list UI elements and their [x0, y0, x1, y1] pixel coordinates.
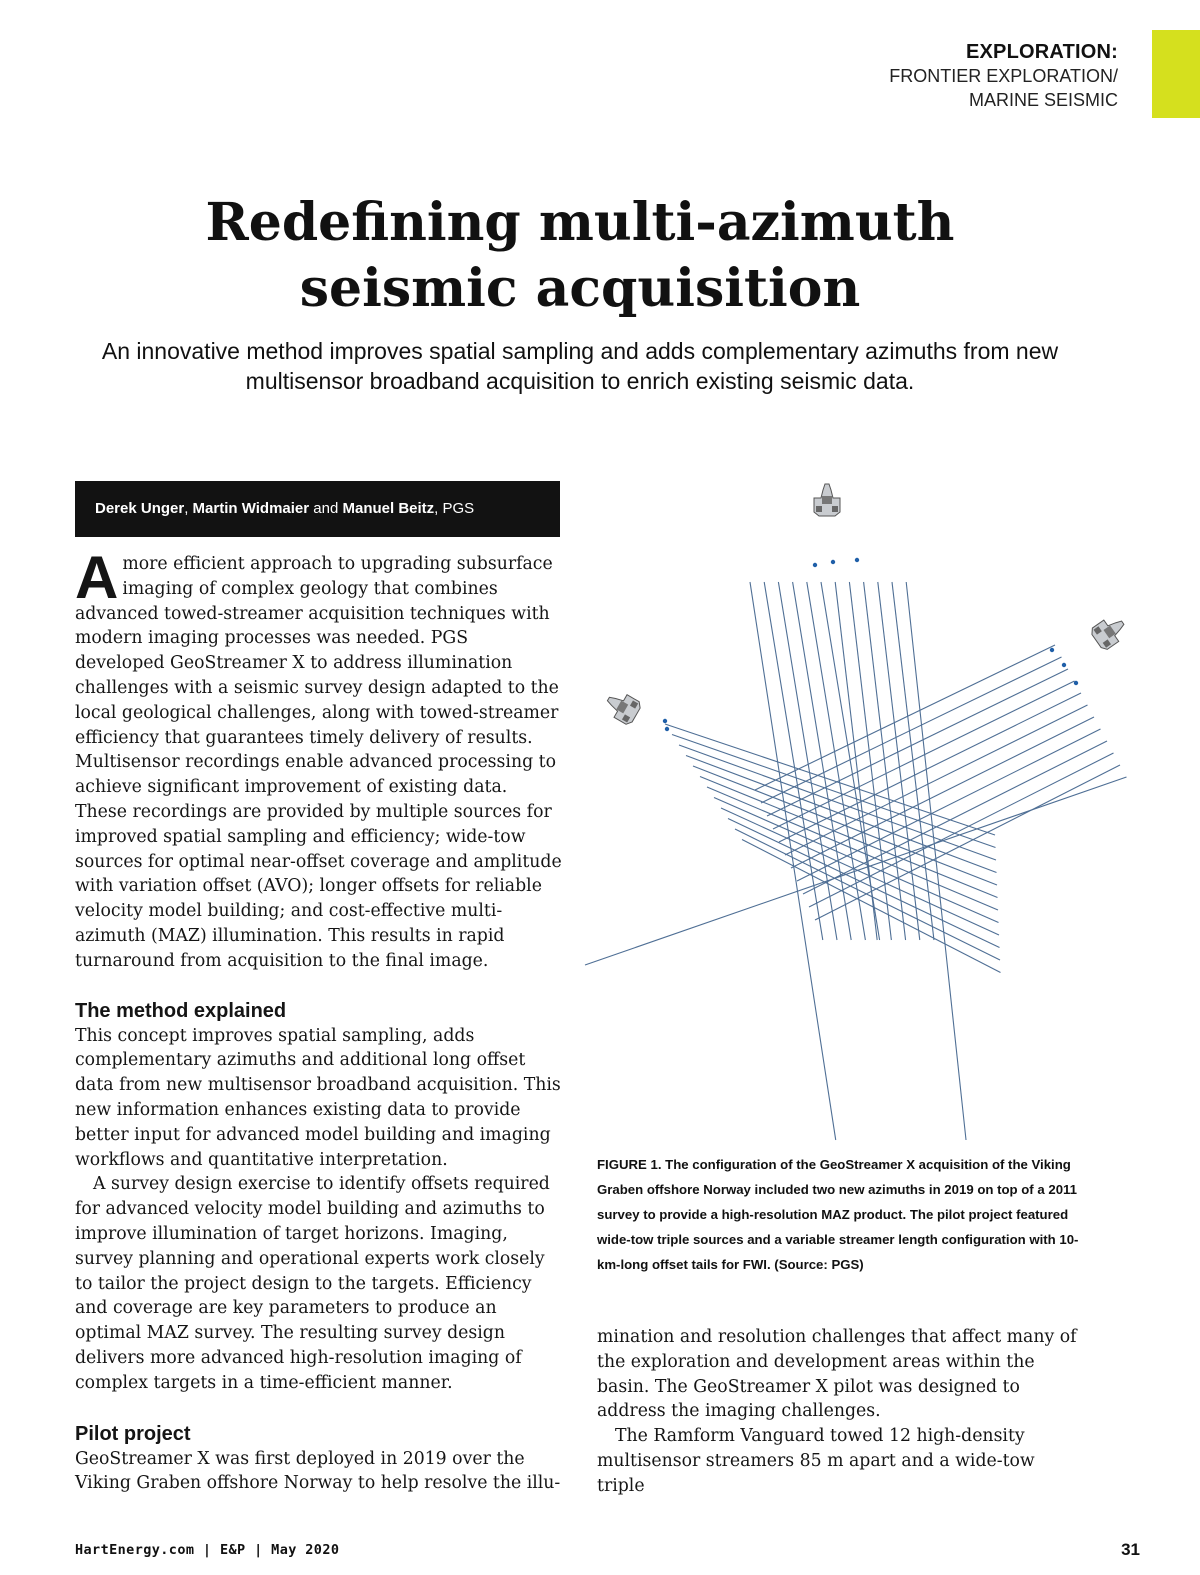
streamer-line — [755, 645, 1055, 790]
byline — [75, 481, 560, 537]
source-point — [1074, 681, 1078, 685]
streamer-lines — [585, 582, 1127, 1140]
continued-paragraph: mination and resolution challenges that affect many of the exploration and development areas within the basin. The GeoStreamer X pilot was designed to address the imaging challenges. — [597, 1327, 1077, 1422]
page-number: 31 — [1121, 1540, 1140, 1559]
method-paragraph-2: A survey design exercise to identify offsets required for advanced velocity model building and azimuths to improve illumination of target horizons. Imaging, survey planning and operational experts work closely to tailor the project design to the targets. Efficiency and coverage are key parameters to produce an optimal MAZ survey. The resulting survey design delivers more advanced high-resolution imaging of complex targets in a time-efficient manner. — [75, 1174, 550, 1393]
section-sub-line1: FRONTIER EXPLORATION/ — [889, 66, 1118, 86]
streamer-line — [721, 808, 999, 935]
source-point — [1062, 663, 1066, 667]
streamer-line — [585, 777, 1127, 965]
ship-icon — [814, 484, 840, 516]
streamer-line — [779, 693, 1081, 842]
streamer-line — [809, 753, 1114, 907]
byline-affiliation: , PGS — [434, 500, 475, 517]
source-point — [1050, 648, 1054, 652]
footer-pub: E&P — [219, 1542, 246, 1558]
figure-caption: FIGURE 1. The configuration of the GeoStreamer X acquisition of the Viking Graben offshore Norway included two new azimuths in 2019 on top of a 2011 survey to provide a high-resolution MAZ product. The pilot project featured wide-tow triple sources and a variable streamer length configuration with 10-km-long offset tails for FWI. (Source: PGS) — [597, 1157, 1079, 1272]
section-color-tab — [1152, 30, 1200, 118]
source-point — [831, 560, 835, 564]
source-point — [665, 727, 669, 731]
column-right — [597, 1325, 1087, 1499]
streamer-line — [778, 582, 837, 940]
section-label — [889, 40, 1118, 112]
title-line2: seismic acquisition — [299, 258, 861, 319]
ship-icon — [1089, 612, 1130, 652]
streamer-line — [803, 741, 1107, 894]
ship-icon — [602, 688, 643, 727]
streamer-line — [773, 681, 1075, 829]
source-point — [855, 558, 859, 562]
footer-sep-2: | — [245, 1542, 272, 1558]
article-title — [0, 190, 1160, 322]
streamer-line — [793, 582, 852, 940]
column-left — [75, 544, 563, 1496]
method-paragraph-1: This concept improves spatial sampling, adds complementary azimuths and additional long offset data from new multisensor broadband acquisition. This new information enhances existing data to provide better input for advanced model building and imaging workflows and quantitative interpretation. — [75, 1025, 561, 1170]
intro-paragraph — [75, 544, 563, 974]
author-2: Martin Widmaier — [192, 500, 310, 517]
author-3: Manuel Beitz — [342, 500, 435, 517]
acquisition-figure — [575, 480, 1135, 1145]
intro-text: more efficient approach to upgrading subsurface imaging of complex geology that combines advanced towed-streamer acquisition techniques with modern imaging processes was needed. PGS developed GeoStreamer X to address illumination challenges with a seismic survey design adapted to the local geological challenges, along with towed-streamer efficiency that guarantees timely delivery of results. Multisensor recordings enable advanced processing to achieve significant improvement of existing data. These recordings are provided by multiple sources for improved spatial sampling and efficiency; wide-tow sources for optimal near-offset coverage and amplitude with variation offset (AVO); longer offsets for reliable velocity model building; and cost-effective multi-azimuth (MAZ) illumination. This results in rapid turnaround from acquisition to the final image. — [75, 554, 562, 971]
footer — [75, 1542, 339, 1558]
section-main: EXPLORATION: — [965, 41, 1118, 63]
drop-cap: A — [75, 544, 119, 611]
footer-date: May 2020 — [271, 1542, 340, 1558]
author-1: Derek Unger — [95, 500, 185, 517]
method-heading: The method explained — [75, 999, 287, 1022]
vanguard-paragraph: The Ramform Vanguard towed 12 high-density multisensor streamers 85 m apart and a wide-tow triple — [597, 1426, 1035, 1496]
byline-sep-1: , — [184, 500, 193, 517]
pilot-heading: Pilot project — [75, 1422, 191, 1445]
streamer-line — [693, 766, 997, 885]
streamer-line — [750, 582, 836, 1140]
footer-site: HartEnergy.com — [75, 1542, 195, 1558]
section-sub-line2: MARINE SEISMIC — [968, 90, 1118, 110]
streamer-line — [665, 724, 995, 835]
article-dek: An innovative method improves spatial sampling and adds complementary azimuths from new multisensor broadband acquisition to enrich existing seismic data. — [101, 338, 1059, 394]
streamer-line — [797, 729, 1101, 881]
streamer-line — [714, 798, 999, 923]
source-point — [813, 563, 817, 567]
byline-sep-2: and — [309, 500, 343, 517]
footer-sep-1: | — [194, 1542, 220, 1558]
pilot-paragraph-1: GeoStreamer X was first deployed in 2019 over the Viking Graben offshore Norway to help resolve the illu- — [75, 1448, 561, 1494]
title-line1: Redefining multi-azimuth — [205, 192, 955, 253]
source-point — [663, 719, 667, 723]
